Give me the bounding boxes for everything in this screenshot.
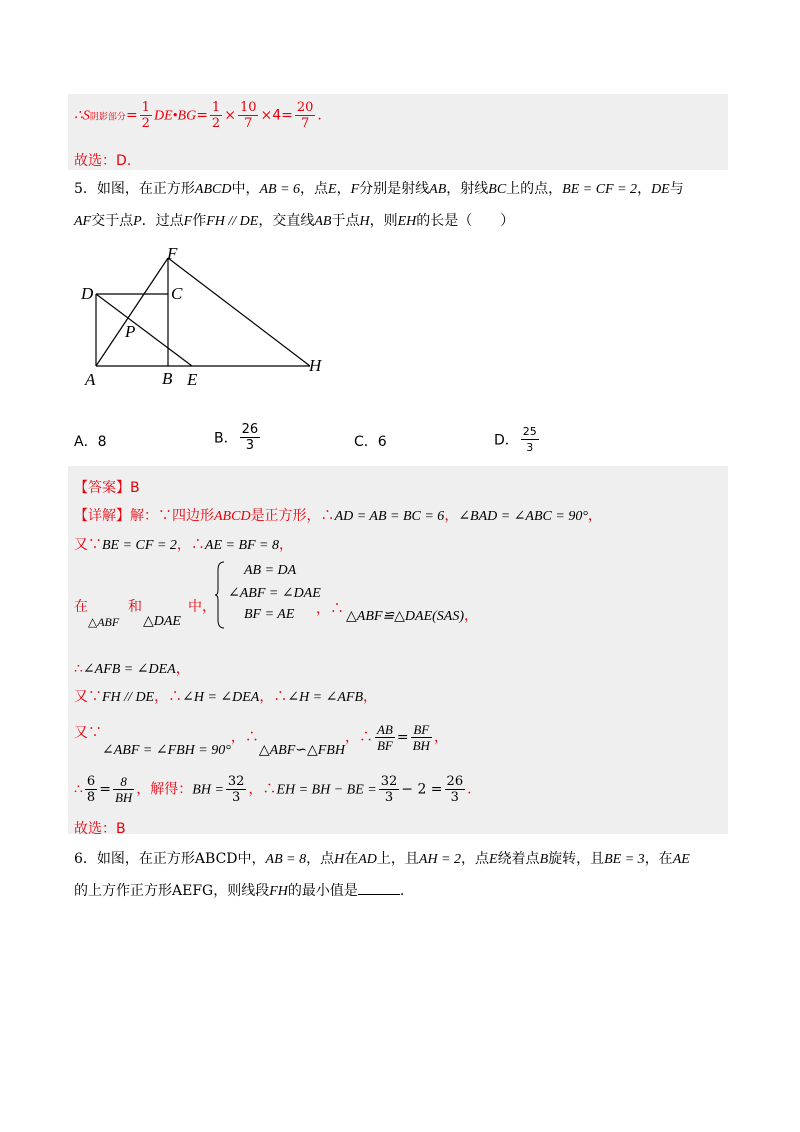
answer-step-3-zhong: 中， [188, 599, 216, 615]
label-a: A [85, 370, 96, 389]
option-b[interactable]: B． $\frac{26}{3}$ [214, 422, 259, 453]
answer-step-3-concl2: △ABF≌△DAE(SAS)， [346, 608, 479, 624]
answer-step-1: 【详解】解：∵四边形ABCD是正方形，∴AD = AB = BC = 6，∠BAD = ∠ABC = 90°， [74, 508, 602, 524]
answer-step-5: 又∵FH // DE，∴∠H = ∠DEA，∴∠H = ∠AFB， [74, 689, 378, 705]
label-h: H [309, 356, 322, 375]
option-a[interactable]: A．8 [74, 434, 107, 450]
answer-step-4: ∴∠AFB = ∠DEA， [74, 661, 190, 677]
label-e: E [187, 370, 198, 389]
answer-step-3-concl: ，∴ [316, 601, 344, 617]
answer-step-3-dae: △DAE [143, 614, 181, 629]
answer-step-2: 又∵BE = CF = 2，∴AE = BF = 8， [74, 537, 293, 553]
q6-line-1: 6．如图，在正方形ABCD中，AB = 8，点H在AD上，且AH = 2，点E绕着点B旋转，且BE = 3，在AE [74, 851, 690, 867]
answer-step-3-he: 和 [128, 599, 142, 615]
option-c[interactable]: C．6 [354, 434, 387, 450]
label-b: B [162, 369, 173, 388]
fraction: $\frac{1}{2}$ [141, 100, 150, 131]
answer-step-6: 又∵∠ABF = ∠FBH = 90°，∴△ABF∽△FBH，∴ $\frac{AB}{BF}$ = $\frac{BF}{BH}$ ， [74, 722, 448, 758]
fraction: $\frac{20}{7}$ [296, 100, 314, 131]
q5-geometry-figure [75, 245, 335, 395]
segment-af [96, 258, 168, 366]
q5-line-1: 5．如图，在正方形ABCD中，AB = 6，点E，F分别是射线AB，射线BC上的点，BE = CF = 2，DE与 [74, 181, 684, 197]
fraction: $\frac{10}{7}$ [239, 100, 257, 131]
segment-fh [168, 258, 310, 366]
label-f: F [167, 245, 178, 263]
answer-step-3-zai: 在 [74, 599, 88, 615]
answer-blank[interactable] [358, 882, 400, 895]
label-p: P [125, 322, 136, 341]
option-d[interactable]: D． $\frac{25}{3}$ [494, 425, 537, 454]
q6-line-2: 的上方作正方形AEFG，则线段FH的最小值是 . [74, 883, 405, 899]
system-eq-3: BF = AE [244, 607, 295, 622]
label-c: C [171, 284, 183, 303]
answer-choice: 故选：B [74, 821, 126, 837]
system-brace [214, 560, 228, 630]
answer-step-3-abf: △ABF [88, 615, 120, 629]
label-d: D [81, 284, 94, 303]
previous-solution-formula: ∴S阴影部分= $\frac{1}{2}$ DE•BG= $\frac{1}{2}$ × $\frac{10}{7}$ ×4= $\frac{20}{7}$ . [74, 100, 322, 131]
q5-line-2: AF交于点P．过点F作FH // DE，交直线AB于点H，则EH的长是（ ） [74, 213, 515, 229]
system-eq-1: AB = DA [244, 563, 297, 578]
previous-choice: 故选：D. [74, 153, 132, 169]
answer-step-7: ∴ $\frac{6}{8}$ = $\frac{8}{BH}$ ，解得：BH = $\frac{32}{3}$ ，∴EH = BH − BE = $\frac{32}{3}$ − 2 = $\frac{26}{3}$ . [74, 774, 472, 805]
system-eq-2: ∠ABF = ∠DAE [228, 586, 321, 601]
answer-tag: 【答案】B [74, 480, 140, 496]
fraction: $\frac{1}{2}$ [211, 100, 221, 131]
segment-de [96, 294, 192, 366]
